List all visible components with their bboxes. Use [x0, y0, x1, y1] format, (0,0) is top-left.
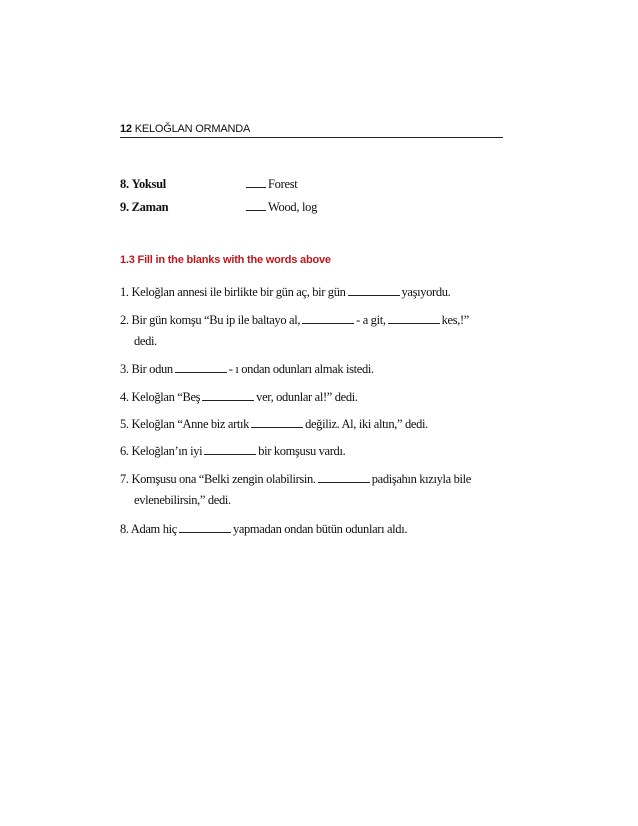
sentence-text: yapmadan ondan bütün odunları aldı. [232, 522, 408, 536]
chapter-title: KELOĞLAN ORMANDA [134, 123, 251, 135]
definition-text: Wood, log [268, 200, 318, 214]
item-number: 8. [120, 522, 129, 536]
sentence-text: değiliz. Al, iki altın,” dedi. [305, 417, 428, 431]
exercise-line [120, 443, 345, 459]
item-number: 7. [120, 472, 129, 486]
header-divider [120, 137, 503, 138]
answer-blank[interactable] [204, 443, 256, 455]
answer-blank[interactable] [251, 416, 303, 428]
sentence-text: ver, odunlar al!” dedi. [256, 390, 358, 404]
vocab-index: 9. [120, 200, 129, 214]
item-number: 1. [120, 285, 129, 299]
exercise-line [120, 416, 428, 432]
sentence-text: Bir gün komşu “Bu ip ile baltayo al, [131, 313, 301, 327]
sentence-text: - ı ondan odunları almak istedi. [228, 362, 374, 376]
sentence-text: Komşusu ona “Belki zengin olabilirsin. [131, 472, 316, 486]
answer-blank[interactable] [246, 200, 266, 211]
sentence-text: padişahın kızıyla bile [371, 472, 471, 486]
answer-blank[interactable] [318, 471, 370, 483]
item-number: 4. [120, 390, 129, 404]
sentence-text: Adam hiç [130, 522, 177, 536]
sentence-text: bir komşusu vardı. [258, 444, 346, 458]
sentence-text: - a git, [356, 313, 386, 327]
vocab-index: 8. [120, 177, 129, 191]
exercise-line-continued: evlenebilirsin,” dedi. [134, 493, 231, 507]
sentence-text: Keloğlan “Beş [131, 390, 201, 404]
exercise-line [120, 312, 469, 328]
sentence-text: Keloğlan’ın iyi [131, 444, 203, 458]
answer-blank[interactable] [388, 312, 440, 324]
exercise-line-continued: dedi. [134, 334, 157, 348]
exercise-line [120, 389, 358, 405]
page-header [120, 123, 503, 135]
answer-blank[interactable] [246, 177, 266, 188]
exercise-line [120, 284, 450, 300]
exercise-line [120, 471, 471, 487]
vocab-item [120, 177, 298, 192]
vocab-word: Yoksul [131, 177, 166, 191]
answer-blank[interactable] [202, 389, 254, 401]
section-title: 1.3 Fill in the blanks with the words above [120, 254, 331, 266]
sentence-text: Bir odun [131, 362, 173, 376]
exercise-line [120, 521, 407, 537]
item-number: 5. [120, 417, 129, 431]
item-number: 6. [120, 444, 129, 458]
item-number: 3. [120, 362, 129, 376]
sentence-text: yaşıyordu. [401, 285, 451, 299]
exercise-line [120, 361, 374, 377]
vocab-definition [246, 177, 297, 192]
sentence-text: Keloğlan annesi ile birlikte bir gün aç, bir gün [131, 285, 346, 299]
answer-blank[interactable] [179, 521, 231, 533]
answer-blank[interactable] [302, 312, 354, 324]
definition-text: Forest [268, 177, 298, 191]
answer-blank[interactable] [175, 361, 227, 373]
vocab-item [120, 200, 318, 215]
page-number: 12 [120, 123, 132, 135]
answer-blank[interactable] [348, 284, 400, 296]
sentence-text: kes,!” [441, 313, 469, 327]
vocab-definition [246, 200, 317, 215]
vocab-word: Zaman [131, 200, 169, 214]
item-number: 2. [120, 313, 129, 327]
sentence-text: Keloğlan “Anne biz artık [131, 417, 250, 431]
